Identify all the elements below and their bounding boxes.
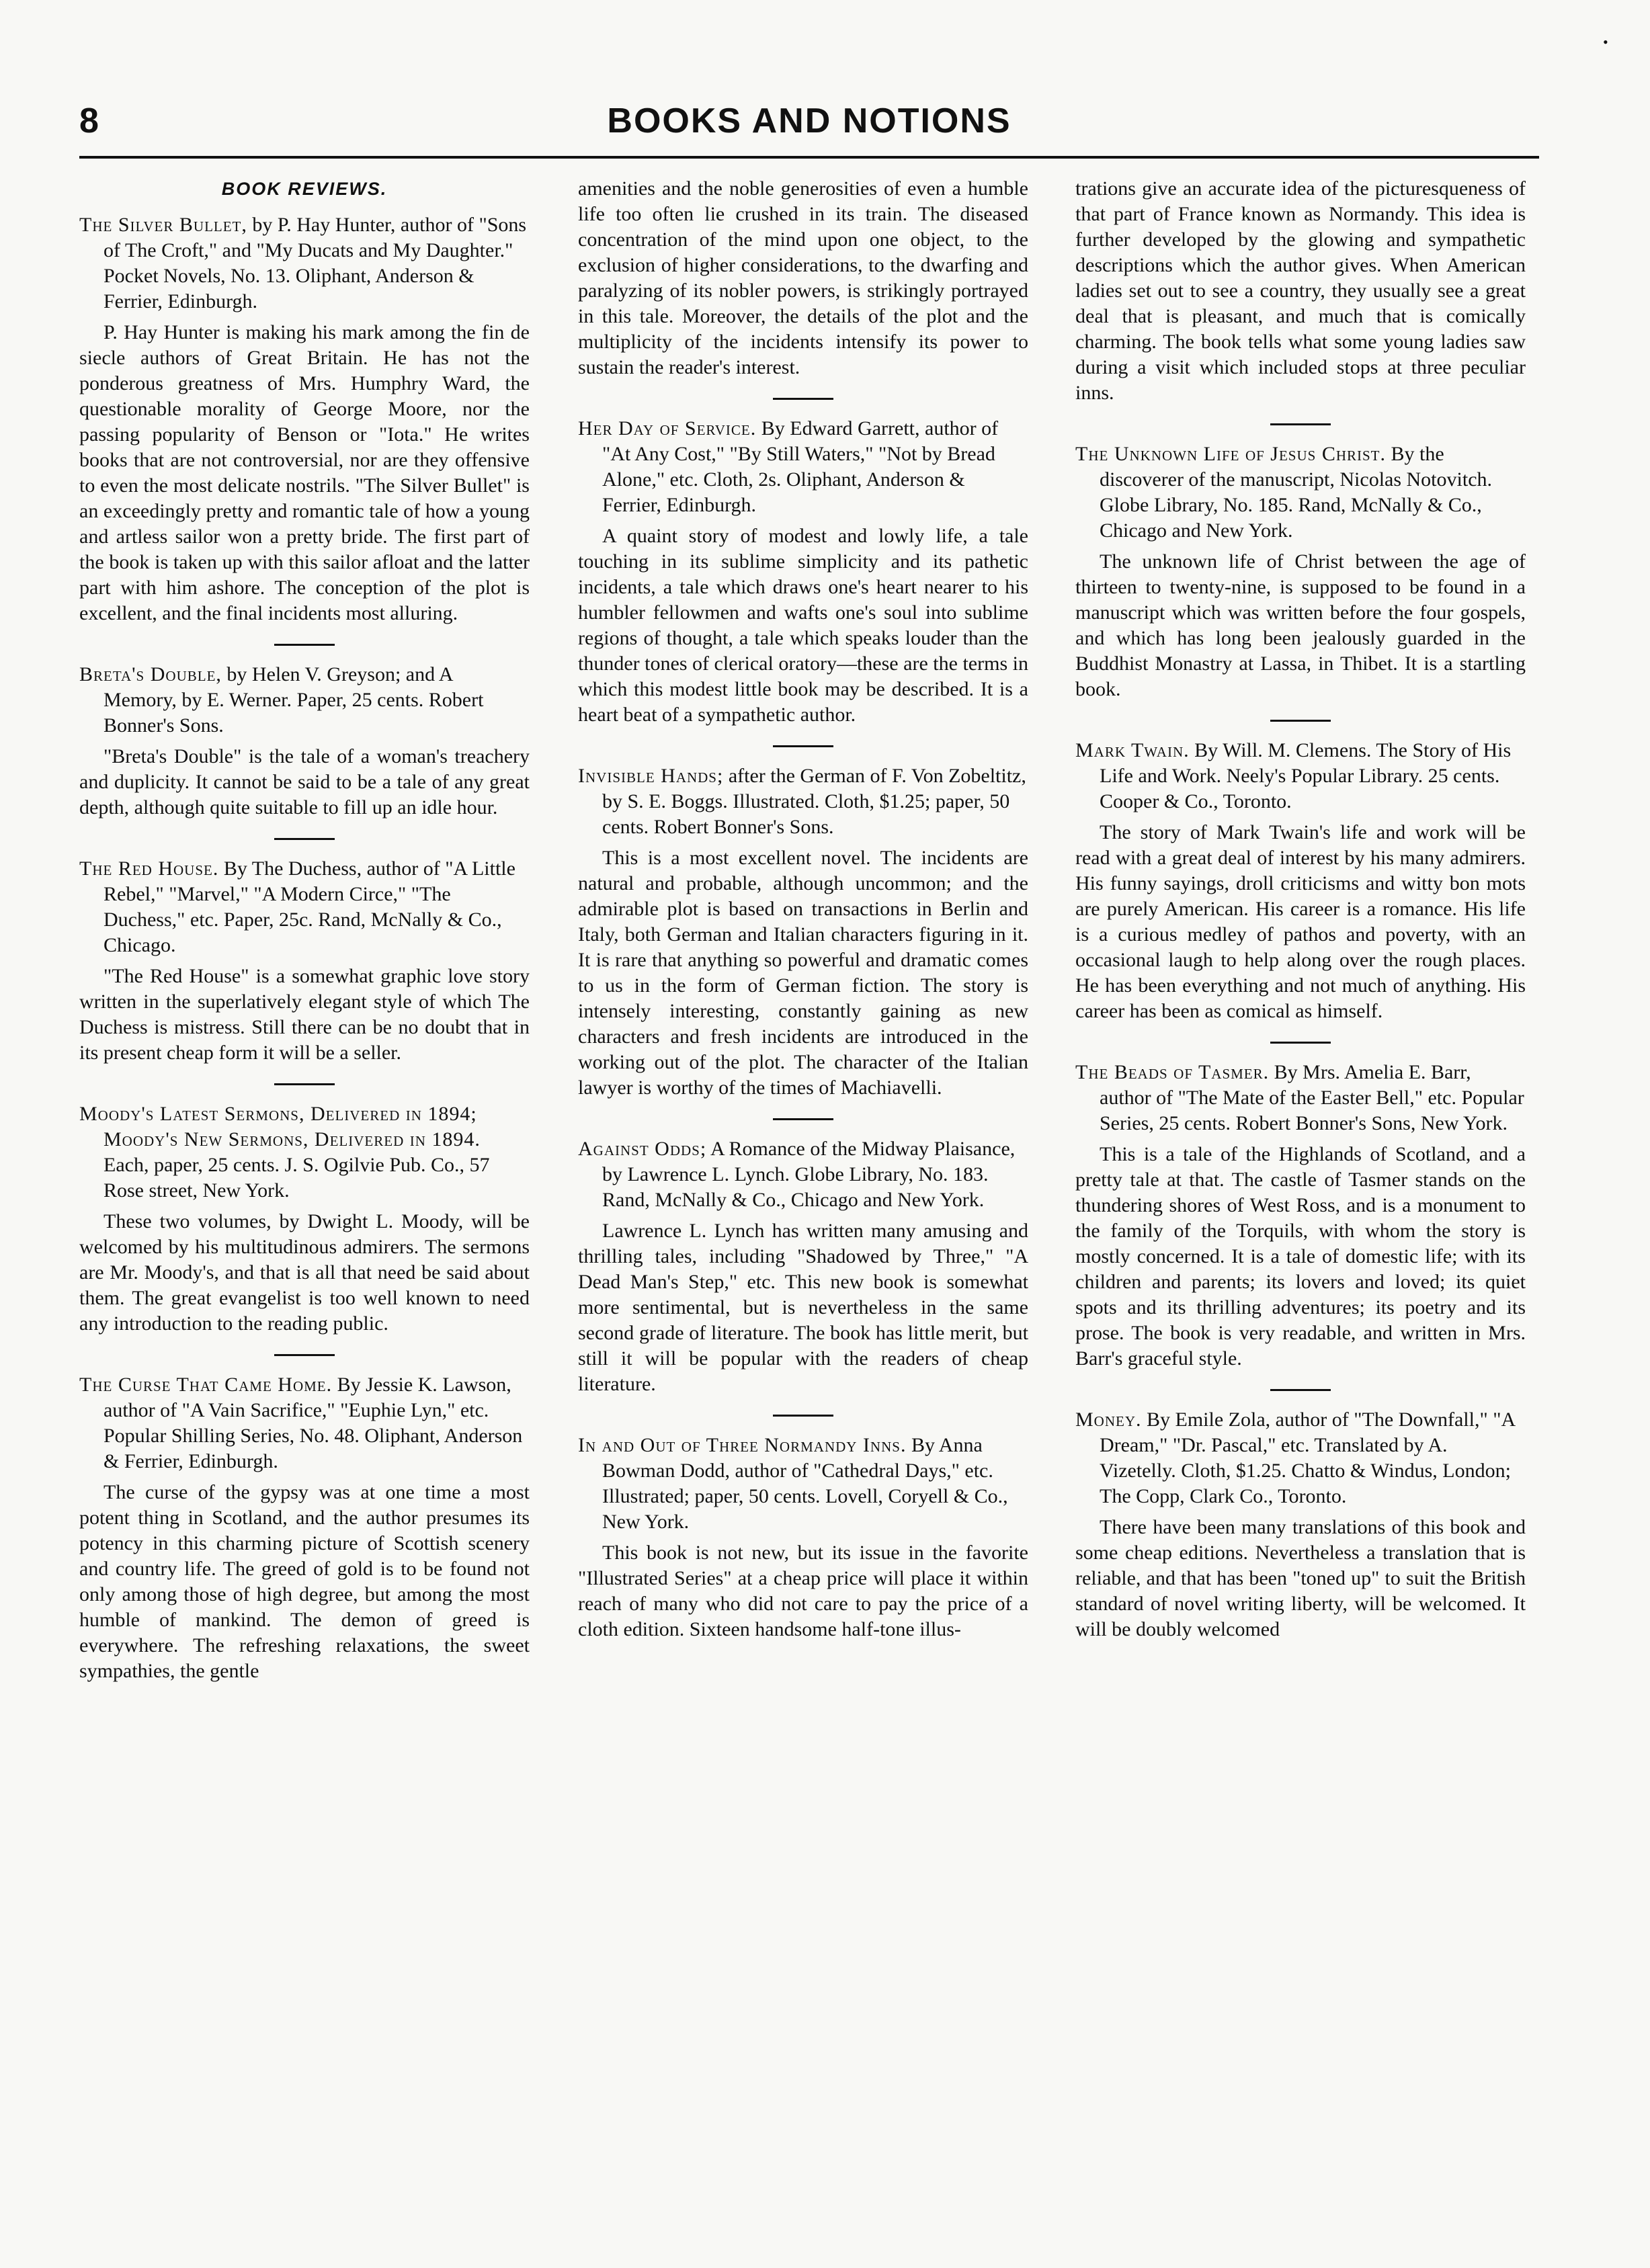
review-bretas-double (79, 662, 530, 821)
review-title: The Beads of Tasmer. (1075, 1061, 1270, 1083)
review-title: The Curse That Came Home. (79, 1374, 333, 1396)
review-red-house (79, 856, 530, 1066)
review-heading (79, 856, 530, 958)
column-middle (578, 176, 1028, 2232)
review-body: "Breta's Double" is the tale of a woman's treachery and duplicity. It cannot be said to be a tale of any great depth, although quite suitable to fill up an idle hour. (79, 745, 530, 818)
review-details: By Will. M. Clemens. The Story of His Life and Work. Neely's Popular Library. 25 cents. Cooper & Co., Toronto. (1100, 739, 1512, 812)
review-title: Against Odds; (578, 1138, 707, 1160)
review-body: This is a most excellent novel. The incidents are natural and probable, although uncommon; and the admirable plot is based on transactions in Berlin and Italy, both German and Italian characters figuring in it. It is rare that anything so powerful and dramatic comes to us in the form of German fiction. The story is intensely interesting, constantly gaining as new characters and fresh incidents are introduced in the working out of the plot. The character of the Italian lawyer is worthy of the times of Machiavelli. (578, 847, 1028, 1099)
review-title: Breta's Double, (79, 663, 222, 685)
column-right (1075, 176, 1526, 2232)
review-silver-bullet (79, 212, 530, 626)
review-details: By Mrs. Amelia E. Barr, author of "The Mate of the Easter Bell," etc. Popular Series, 25 cents. Robert Bonner's Sons, New York. (1100, 1061, 1524, 1134)
review-body: These two volumes, by Dwight L. Moody, will be welcomed by his multitudinous admirers. The sermons are Mr. Moody's, and that is all that need be said about them. The great evangelist is too well known to need any introduction to the reading public. (79, 1210, 530, 1335)
column-left (79, 176, 530, 2232)
review-heading (79, 662, 530, 739)
review-details: after the German of F. Von Zobeltitz, by S. E. Boggs. Illustrated. Cloth, $1.25; paper, 50 cents. Robert Bonner's Sons. (602, 765, 1026, 838)
review-details: By Jessie K. Lawson, author of "A Vain Sacrifice," "Euphie Lyn," etc. Popular Shilling Series, No. 48. Oliphant, Anderson & Ferrier, Edinburgh. (104, 1374, 523, 1472)
review-heading (1075, 738, 1526, 814)
divider (274, 644, 335, 646)
review-body: The curse of the gypsy was at one time a most potent thing in Scotland, and the author presumes its potency in this charming picture of Scottish scenery and country life. The greed of gold is to be found not only among those of high degree, but among the most humble of mankind. The demon of greed is everywhere. The refreshing relaxations, the sweet sympathies, the gentle (79, 1481, 530, 1682)
divider (773, 745, 833, 747)
divider (1270, 1389, 1331, 1391)
review-heading (1075, 1060, 1526, 1136)
page-number: 8 (79, 101, 99, 140)
review-body: Lawrence L. Lynch has written many amusing and thrilling tales, including "Shadowed by Three," "A Dead Man's Step," etc. This new book is somewhat more sentimental, but is nevertheless in the same second grade of literature. The book has little merit, but still it will be popular with the readers of cheap literature. (578, 1220, 1028, 1395)
review-unknown-life-of-christ (1075, 442, 1526, 702)
review-details: By the discoverer of the manuscript, Nicolas Notovitch. Globe Library, No. 185. Rand, McNally & Co., Chicago and New York. (1100, 443, 1493, 542)
review-title: Her Day of Service. (578, 417, 757, 439)
review-body: P. Hay Hunter is making his mark among the fin de siecle authors of Great Britain. He has not the ponderous greatness of Mrs. Humphry Ward, the questionable morality of George Moore, nor the passing popularity of Benson or "Iota." He writes books that are not controversial, nor are they offensive to even the most delicate nostrils. "The Silver Bullet" is an exceedingly pretty and romantic tale of how a young and artless sailor won a pretty bride. The first part of the book is taken up with this sailor afloat and the latter part with him ashore. The conception of the plot is excellent, and the final incidents most alluring. (79, 321, 530, 624)
running-title: BOOKS AND NOTIONS (607, 101, 1012, 140)
review-heading (79, 1101, 530, 1204)
review-moodys-sermons (79, 1101, 530, 1337)
review-title: The Silver Bullet, (79, 214, 247, 236)
divider (274, 1083, 335, 1085)
review-against-odds (578, 1136, 1028, 1397)
review-title: Invisible Hands; (578, 765, 724, 787)
review-body: "The Red House" is a somewhat graphic love story written in the superlatively elegant style of which The Duchess is mistress. Still there can be no doubt that in its present cheap form it will be a seller. (79, 965, 530, 1064)
review-details: Each, paper, 25 cents. J. S. Ogilvie Pub. Co., 57 Rose street, New York. (104, 1154, 490, 1202)
divider (1270, 423, 1331, 425)
review-body: This book is not new, but its issue in the favorite "Illustrated Series" at a cheap price will place it within reach of many who did not care to pay the price of a cloth edition. Sixteen handsome half-tone illus- (578, 1542, 1028, 1640)
divider (274, 838, 335, 840)
review-normandy-inns (578, 1433, 1028, 1642)
review-title: The Unknown Life of Jesus Christ. (1075, 443, 1387, 465)
review-heading (1075, 442, 1526, 544)
divider (274, 1354, 335, 1356)
review-details: By Anna Bowman Dodd, author of "Cathedral Days," etc. Illustrated; paper, 50 cents. Lovell, Coryell & Co., New York. (602, 1434, 1008, 1533)
review-heading (578, 1136, 1028, 1213)
review-heading (1075, 1407, 1526, 1509)
divider (773, 398, 833, 400)
edge-mark: • (1603, 34, 1608, 50)
divider (773, 1415, 833, 1417)
divider (1270, 1042, 1331, 1044)
review-heading (79, 1372, 530, 1474)
review-title: Moody's Latest Sermons, Delivered in 1894; Moody's New Sermons, Delivered in 1894. (79, 1103, 481, 1150)
review-title: Mark Twain. (1075, 739, 1190, 761)
review-details: By The Duchess, author of "A Little Rebel," "Marvel," "A Modern Circe," "The Duchess," etc. Paper, 25c. Rand, McNally & Co., Chicago. (104, 857, 515, 956)
review-invisible-hands (578, 763, 1028, 1101)
divider (773, 1118, 833, 1120)
review-mark-twain (1075, 738, 1526, 1024)
review-heading (79, 212, 530, 314)
divider (1270, 720, 1331, 722)
review-details: by Helen V. Greyson; and A Memory, by E. Werner. Paper, 25 cents. Robert Bonner's Sons. (104, 663, 484, 737)
review-title: Money. (1075, 1409, 1142, 1431)
review-body: This is a tale of the Highlands of Scotland, and a pretty tale at that. The castle of Tasmer stands on the thundering shores of West Ross, and is a monument to the family of the Torquils, with whom the story is mostly concerned. It is a tale of domestic life; with its children and parents; its lovers and loved; its quiet spots and its thrilling adventures; its poetry and its prose. The book is very readable, and written in Mrs. Barr's graceful style. (1075, 1143, 1526, 1370)
review-title: In and Out of Three Normandy Inns. (578, 1434, 907, 1456)
review-curse-that-came-home (79, 1372, 530, 1684)
review-body: The story of Mark Twain's life and work will be read with a great deal of interest by his many admirers. His funny sayings, droll criticisms and witty bon mots are purely American. His career is a romance. His life is a curious medley of pathos and poverty, with an occasional laugh to help along over the rough places. He has been everything and not much of anything. His career has been as comical as himself. (1075, 821, 1526, 1022)
review-money (1075, 1407, 1526, 1642)
review-title: The Red House. (79, 857, 219, 880)
review-heading (578, 763, 1028, 840)
review-body: There have been many translations of this book and some cheap editions. Nevertheless a translation that is reliable, and that has been "toned up" to suit the British standard of novel writing liberty, will be welcomed. It will be doubly welcomed (1075, 1516, 1526, 1640)
review-body: The unknown life of Christ between the age of thirteen to twenty-nine, is supposed to be found in a manuscript which was written before the four gospels, and which has long been jealously guarded in the Buddhist Monastry at Lassa, in Thibet. It is a startling book. (1075, 550, 1526, 700)
continued-text: amenities and the noble generosities of even a humble life too often lie crushed in its train. The diseased concentration of the mind upon one object, to the exclusion of higher considerations, to the dwarfing and paralyzing of its nobler powers, is strikingly portrayed in this tale. Moreover, the details of the plot and the multiplicity of the incidents intensify its power to sustain the reader's interest. (578, 177, 1028, 378)
section-title: BOOK REVIEWS. (221, 179, 388, 199)
review-her-day-of-service (578, 416, 1028, 728)
continued-text: trations give an accurate idea of the picturesqueness of that part of France known as Normandy. This idea is further developed by the glowing and sympathetic descriptions which the author gives. When American ladies set out to see a country, they usually see a great deal that is pleasant, and much that is comically charming. The book tells what some young ladies saw during a visit which included stops at three peculiar inns. (1075, 177, 1526, 404)
page-header (79, 101, 1539, 155)
review-details: By Emile Zola, author of "The Downfall," "A Dream," "Dr. Pascal," etc. Translated by A. Vizetelly. Cloth, $1.25. Chatto & Windus, London; The Copp, Clark Co., Toronto. (1100, 1409, 1515, 1507)
review-details: A Romance of the Midway Plaisance, by Lawrence L. Lynch. Globe Library, No. 183. Rand, McNally & Co., Chicago and New York. (602, 1138, 1016, 1211)
review-body: A quaint story of modest and lowly life, a tale touching in its sublime simplicity and its pathetic incidents, a tale which draws one's heart nearer to his humbler fellowmen and wafts one's soul into sublime regions of thought, a tale which speaks louder than the thunder tones of clerical oratory—these are the terms in which this modest little book may be described. It is a heart beat of a sympathetic author. (578, 525, 1028, 726)
review-details: by P. Hay Hunter, author of "Sons of The Croft," and "My Ducats and My Daughter." Pocket Novels, No. 13. Oliphant, Anderson & Ferrier, Edinburgh. (104, 214, 527, 312)
review-heading (578, 1433, 1028, 1535)
review-heading (578, 416, 1028, 518)
review-details: By Edward Garrett, author of "At Any Cost," "By Still Waters," "Not by Bread Alone," etc. Cloth, 2s. Oliphant, Anderson & Ferrier, Edinburgh. (602, 417, 999, 516)
header-rule (79, 156, 1539, 159)
review-beads-of-tasmer (1075, 1060, 1526, 1372)
